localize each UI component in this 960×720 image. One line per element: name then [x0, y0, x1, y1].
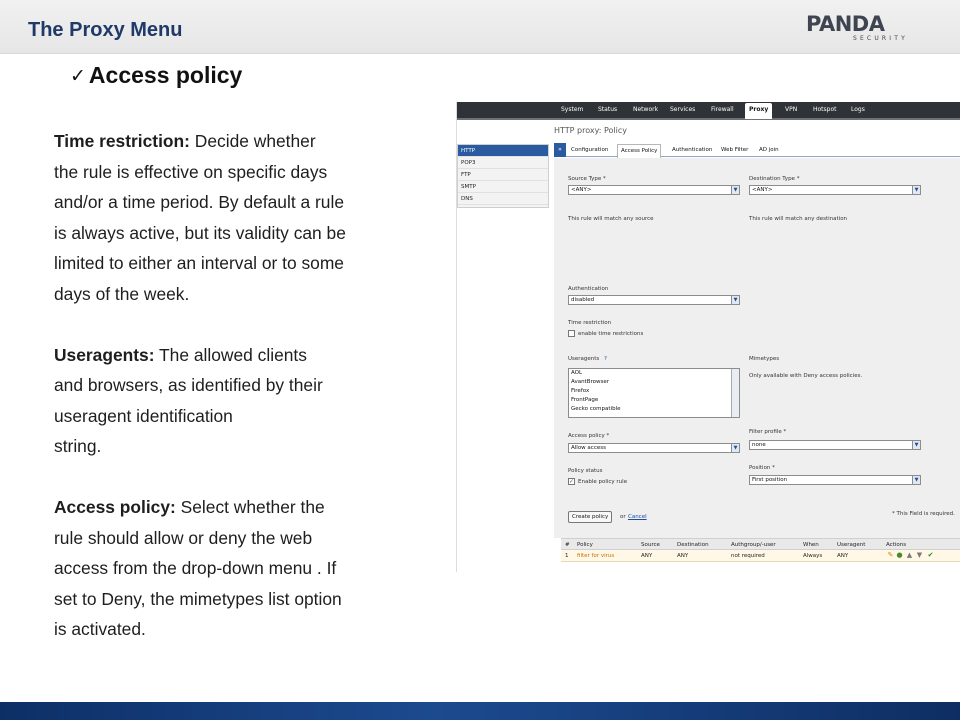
- nav-tab-hotspot[interactable]: Hotspot: [813, 106, 837, 113]
- move-up-icon[interactable]: ▲: [906, 551, 913, 559]
- enable-policy-checkbox[interactable]: ✓: [569, 478, 575, 485]
- list-item[interactable]: FrontPage: [571, 397, 599, 403]
- proxy-sidebar: [457, 144, 549, 208]
- column-header: Actions: [886, 542, 907, 548]
- move-down-icon[interactable]: ▼: [916, 551, 923, 559]
- list-item[interactable]: AvantBrowser: [571, 379, 609, 385]
- paragraph-line: and browsers, as identified by their: [54, 375, 323, 395]
- chevron-down-icon: ▼: [731, 186, 739, 194]
- tab-configuration[interactable]: Configuration: [571, 147, 609, 153]
- destination-type-select[interactable]: [749, 185, 921, 195]
- tab-web-filter[interactable]: Web Filter: [721, 147, 749, 153]
- mimetypes-hint: Only available with Deny access policies.: [749, 373, 863, 379]
- position-select[interactable]: [749, 475, 921, 485]
- collapse-icon[interactable]: »: [554, 143, 566, 157]
- row-policy: filter for virus: [577, 553, 615, 559]
- column-header: Destination: [677, 542, 709, 548]
- paragraph-line: and/or a time period. By default a rule: [54, 192, 345, 212]
- paragraph-line: is activated.: [54, 619, 146, 639]
- useragents-list[interactable]: [568, 368, 740, 418]
- destination-hint: This rule will match any destination: [749, 216, 848, 222]
- slide-title: The Proxy Menu: [28, 19, 183, 41]
- time-restriction-checkbox[interactable]: [568, 330, 575, 337]
- mimetypes-label: Mimetypes: [749, 356, 780, 362]
- list-item[interactable]: Gecko compatible: [571, 406, 621, 412]
- footer-band: [0, 702, 960, 720]
- column-header: #: [565, 542, 570, 548]
- paragraph-line: limited to either an interval or to some: [54, 253, 344, 273]
- position-value: First position: [752, 477, 788, 483]
- policy-table: [561, 538, 960, 562]
- chevron-down-icon: ▼: [731, 444, 739, 452]
- page-breadcrumb: HTTP proxy: Policy: [554, 126, 627, 135]
- section-heading-text: Access policy: [88, 62, 243, 88]
- edit-icon[interactable]: ✎: [887, 551, 894, 559]
- chevron-down-icon: ▼: [731, 296, 739, 304]
- policy-form: [554, 158, 960, 538]
- filter-profile-label: Filter profile *: [749, 429, 787, 435]
- column-header: Source: [641, 542, 660, 548]
- list-scrollbar[interactable]: [731, 369, 739, 417]
- access-policy-value: Allow access: [571, 445, 606, 451]
- source-type-label: Source Type *: [568, 176, 606, 182]
- sidebar-item-smtp[interactable]: SMTP: [458, 181, 548, 193]
- nav-tab-system[interactable]: System: [561, 106, 584, 113]
- paragraph-line: days of the week.: [54, 283, 190, 304]
- or-text: or: [620, 514, 626, 520]
- sidebar-item-http[interactable]: HTTP: [458, 145, 548, 157]
- policy-status-label: Policy status: [568, 468, 603, 474]
- nav-tab-network[interactable]: Network: [633, 106, 659, 113]
- nav-tab-vpn[interactable]: VPN: [785, 106, 798, 113]
- help-icon[interactable]: ?: [604, 356, 607, 362]
- paragraph-line: useragent identification: [54, 405, 233, 426]
- row-auth: not required: [731, 553, 765, 559]
- paragraph-line: the rule is effective on specific days: [54, 161, 328, 182]
- row-source: ANY: [641, 553, 653, 559]
- time-restriction-checkbox-label: enable time restrictions: [578, 331, 644, 337]
- access-policy-label: Access policy *: [568, 433, 610, 439]
- authentication-value: disabled: [571, 297, 595, 303]
- nav-tab-status[interactable]: Status: [598, 106, 618, 113]
- create-policy-button[interactable]: Create policy: [568, 511, 612, 523]
- sidebar-item-pop3[interactable]: POP3: [458, 157, 548, 169]
- source-type-value: <ANY>: [571, 187, 592, 193]
- paragraph-line: rule should allow or deny the web: [54, 527, 313, 548]
- tab-authentication[interactable]: Authentication: [672, 147, 713, 153]
- list-item[interactable]: Firefox: [571, 388, 590, 394]
- sidebar-item-ftp[interactable]: FTP: [458, 169, 548, 181]
- section-heading: [70, 62, 242, 89]
- enable-policy-label: Enable policy rule: [578, 479, 628, 485]
- sub-tab-bar: [554, 143, 960, 157]
- chevron-down-icon: ▼: [912, 476, 920, 484]
- paragraph-line: Decide whether: [194, 131, 316, 151]
- paragraph-line: set to Deny, the mimetypes list option: [54, 588, 342, 609]
- paragraph-label: Useragents:: [54, 344, 155, 365]
- nav-tab-services[interactable]: Services: [670, 106, 696, 113]
- table-row[interactable]: [561, 550, 960, 562]
- list-item[interactable]: AOL: [571, 370, 583, 376]
- tab-ad-join[interactable]: AD join: [759, 147, 779, 153]
- position-label: Position *: [749, 465, 775, 471]
- time-restriction-label: Time restriction: [568, 320, 612, 326]
- cancel-link[interactable]: Cancel: [628, 514, 647, 520]
- info-icon[interactable]: ●: [896, 551, 903, 559]
- row-when: Always: [803, 553, 823, 559]
- column-header[interactable]: Policy: [577, 542, 593, 548]
- paragraph-label: Access policy:: [54, 497, 176, 517]
- nav-tab-proxy[interactable]: Proxy: [745, 103, 772, 119]
- chevron-down-icon: ▼: [912, 441, 920, 449]
- filter-profile-select[interactable]: [749, 440, 921, 450]
- proxy-policy-screenshot: [456, 102, 960, 572]
- required-note: * This Field is required.: [892, 511, 955, 517]
- source-type-select[interactable]: [568, 185, 740, 195]
- paragraph-line: is always active, but its validity can be: [54, 222, 346, 243]
- filter-profile-value: none: [752, 442, 766, 448]
- column-header: Useragent: [837, 542, 866, 548]
- logo-sub-text: SECURITY: [852, 35, 908, 42]
- paragraph-label: Time restriction:: [54, 131, 190, 151]
- destination-type-value: <ANY>: [752, 187, 773, 193]
- paragraph-line: The allowed clients: [159, 344, 307, 365]
- paragraph-line: access from the drop-down menu . If: [54, 558, 337, 578]
- panda-security-logo: [806, 14, 910, 42]
- description-text: [54, 126, 404, 645]
- nav-tab-logs[interactable]: Logs: [851, 106, 865, 113]
- checkmark-icon: ✓: [70, 64, 86, 87]
- sidebar-item-dns[interactable]: DNS: [458, 193, 548, 205]
- table-header: [561, 538, 960, 550]
- slide-header: [0, 0, 960, 54]
- row-number: 1: [565, 553, 569, 559]
- nav-tab-firewall[interactable]: Firewall: [711, 106, 734, 113]
- destination-type-label: Destination Type *: [749, 176, 800, 182]
- paragraph-time-restriction: [54, 126, 404, 309]
- paragraph-line: Select whether the: [180, 497, 325, 517]
- source-hint: This rule will match any source: [568, 216, 654, 222]
- authentication-select[interactable]: [568, 295, 740, 305]
- top-navigation: [457, 102, 960, 120]
- column-header: When: [803, 542, 819, 548]
- access-policy-select[interactable]: [568, 443, 740, 453]
- logo-main-text: PANDA: [806, 12, 885, 36]
- chevron-down-icon: ▼: [912, 186, 920, 194]
- paragraph-access-policy: [54, 492, 404, 645]
- enabled-check-icon[interactable]: ✔: [927, 551, 934, 559]
- authentication-label: Authentication: [568, 286, 609, 292]
- row-destination: ANY: [677, 553, 689, 559]
- paragraph-line: string.: [54, 436, 102, 456]
- tab-access-policy[interactable]: Access Policy: [617, 144, 661, 158]
- paragraph-useragents: [54, 340, 404, 462]
- column-header: Authgroup/-user: [731, 542, 776, 548]
- row-useragent: ANY: [837, 553, 849, 559]
- useragents-label: Useragents: [568, 356, 600, 362]
